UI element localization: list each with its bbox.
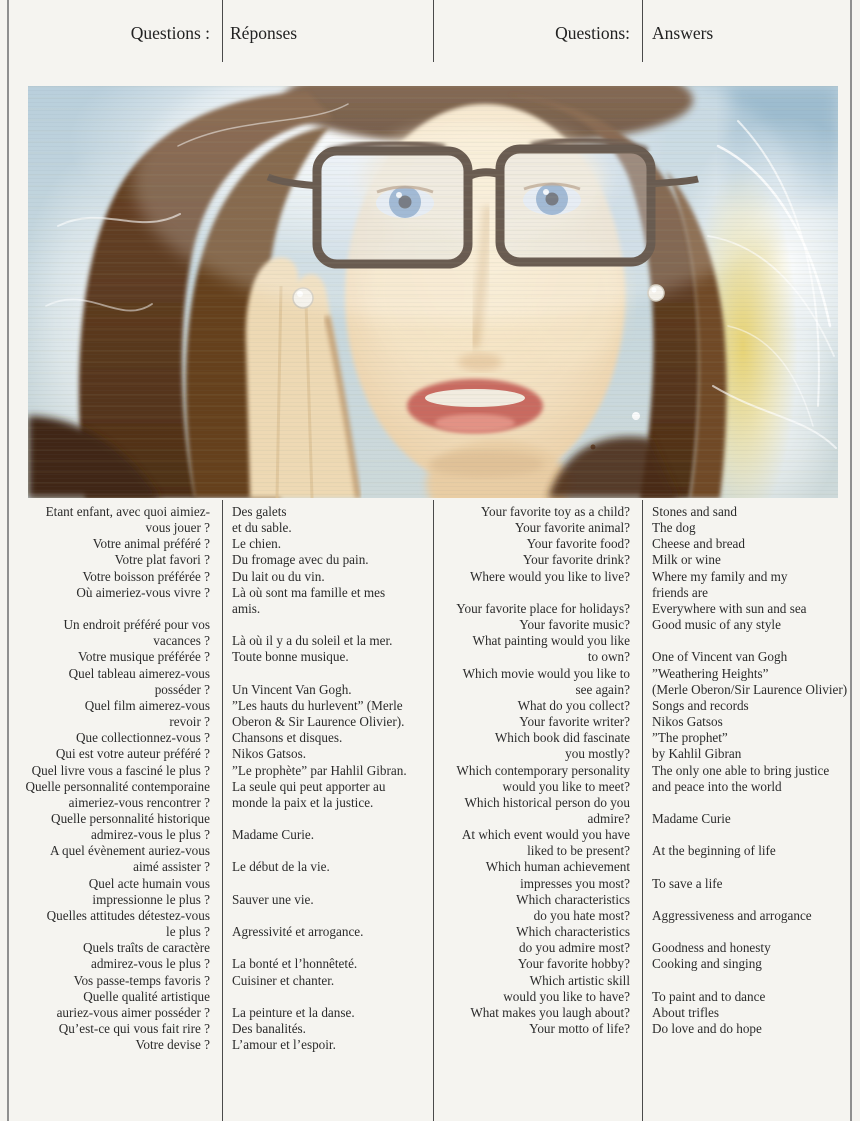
text-line: amis. xyxy=(232,600,261,616)
text-line: auriez-vous aimer posséder ? xyxy=(56,1004,210,1020)
text-line: La seule qui peut apporter au xyxy=(232,778,386,794)
header-divider-3 xyxy=(642,0,643,62)
text-line xyxy=(232,876,430,892)
text-line xyxy=(232,908,430,924)
text-line: Which historical person do you xyxy=(464,794,630,810)
text-line: Votre boisson préférée ? xyxy=(82,568,210,584)
text-line: Quel livre vous a fasciné le plus ? xyxy=(31,762,210,778)
text-line: Un Vincent Van Gogh. xyxy=(232,681,352,697)
text-line: Everywhere with sun and sea xyxy=(652,600,807,616)
text-line: ”Les hauts du hurlevent” (Merle xyxy=(232,697,403,713)
text-line: see again? xyxy=(575,681,630,697)
text-line: do you admire most? xyxy=(519,940,630,956)
text-line: Madame Curie xyxy=(652,810,731,826)
text-line: Quelle personnalité contemporaine xyxy=(25,778,210,794)
text-line: To save a life xyxy=(652,875,723,891)
text-line: What painting would you like xyxy=(472,633,630,649)
text-line: Madame Curie. xyxy=(232,827,315,843)
text-line: Nikos Gatsos. xyxy=(232,746,306,762)
text-line xyxy=(652,633,850,649)
text-line: et du sable. xyxy=(232,520,292,536)
text-line: Quel film aimerez-vous xyxy=(84,697,210,713)
text-line: Toute bonne musique. xyxy=(232,649,349,665)
text-line xyxy=(232,617,430,633)
header-divider-2 xyxy=(433,0,434,62)
text-line: Your motto of life? xyxy=(529,1021,630,1036)
text-line: One of Vincent van Gogh xyxy=(652,649,788,665)
text-line xyxy=(652,827,850,843)
text-line: Which book did fascinate xyxy=(494,730,630,746)
text-line xyxy=(8,601,210,617)
text-line: At the beginning of life xyxy=(652,843,776,859)
header-en-questions-label: Questions: xyxy=(555,23,630,43)
text-line: Which characteristics xyxy=(516,924,630,940)
text-line: liked to be present? xyxy=(527,843,630,859)
text-line: What makes you laugh about? xyxy=(470,1004,630,1020)
page-right-border xyxy=(850,0,852,1121)
text-line: would you like to have? xyxy=(503,988,630,1004)
text-line: Your favorite animal? xyxy=(514,520,630,536)
text-line: Chansons et disques. xyxy=(232,730,343,746)
text-line: Where my family and my xyxy=(652,568,788,584)
text-line: Qu’est-ce qui vous fait rire ? xyxy=(58,1021,210,1036)
text-line: Your favorite music? xyxy=(519,617,630,633)
text-line: Vos passe-temps favoris ? xyxy=(73,972,210,988)
text-line: Where would you like to live? xyxy=(469,568,630,584)
text-line: (Merle Oberon/Sir Laurence Olivier) xyxy=(652,681,848,697)
column-divider-3 xyxy=(642,500,643,1121)
text-line: Le chien. xyxy=(232,536,282,552)
text-line: What do you collect? xyxy=(517,697,630,713)
text-line xyxy=(232,666,430,682)
text-line: Là où il y a du soleil et la mer. xyxy=(232,633,393,649)
text-line: Cuisiner et chanter. xyxy=(232,972,335,988)
text-line: Votre musique préférée ? xyxy=(78,649,210,665)
text-line: monde la paix et la justice. xyxy=(232,794,374,810)
text-line: Le début de la vie. xyxy=(232,859,330,875)
text-line xyxy=(652,973,850,989)
text-line: Qui est votre auteur préféré ? xyxy=(55,746,210,762)
column-divider-2 xyxy=(433,500,434,1121)
text-line: Do love and do hope xyxy=(652,1021,762,1036)
text-line: Aggressiveness and arrogance xyxy=(652,907,812,923)
text-line xyxy=(652,924,850,940)
text-line: Stones and sand xyxy=(652,504,737,519)
text-line: Des banalités. xyxy=(232,1021,306,1036)
text-line xyxy=(232,940,430,956)
text-line: admirez-vous le plus ? xyxy=(90,827,210,843)
text-line: vacances ? xyxy=(153,633,210,649)
text-line xyxy=(652,795,850,811)
text-line: aimé assister ? xyxy=(133,859,210,875)
text-line xyxy=(652,892,850,908)
text-line: le plus ? xyxy=(166,924,210,940)
text-line xyxy=(232,843,430,859)
text-line: Etant enfant, avec quoi aimiez- xyxy=(45,504,210,519)
text-line: L’amour et l’espoir. xyxy=(232,1037,336,1053)
text-line: Votre plat favori ? xyxy=(114,552,210,568)
text-line: aimeriez-vous rencontrer ? xyxy=(68,794,210,810)
portrait-photo xyxy=(28,86,838,498)
text-line: Cheese and bread xyxy=(652,536,746,552)
text-line: vous jouer ? xyxy=(145,520,210,536)
text-line: To paint and to dance xyxy=(652,988,766,1004)
text-line: do you hate most? xyxy=(533,907,630,923)
text-line: Un endroit préféré pour vos xyxy=(63,617,210,633)
text-line: A quel évènement auriez-vous xyxy=(49,843,210,859)
column-divider-1 xyxy=(222,500,223,1121)
header-fr-questions-label: Questions : xyxy=(130,23,210,43)
text-line: posséder ? xyxy=(154,681,210,697)
text-line: Du lait ou du vin. xyxy=(232,568,325,584)
text-line xyxy=(232,811,430,827)
text-line: Quelle personnalité historique xyxy=(51,810,210,826)
text-line: Cooking and singing xyxy=(652,956,762,972)
text-line: Quel acte humain vous xyxy=(88,875,210,891)
text-line xyxy=(232,989,430,1005)
header-en-answers-label: Answers xyxy=(652,23,714,43)
text-line: Which contemporary personality xyxy=(456,762,630,778)
text-line xyxy=(438,585,630,601)
text-line: Your favorite writer? xyxy=(519,714,630,730)
text-line: to own? xyxy=(587,649,630,665)
text-line: Which human achievement xyxy=(485,859,630,875)
text-line: Which movie would you like to xyxy=(462,665,630,681)
column-en-answers xyxy=(652,504,850,1037)
text-line: At which event would you have xyxy=(461,827,630,843)
text-line: Quel tableau aimerez-vous xyxy=(68,665,210,681)
text-line: La peinture et la danse. xyxy=(232,1004,355,1020)
text-line: Du fromage avec du pain. xyxy=(232,552,369,568)
text-line: Which characteristics xyxy=(516,891,630,907)
text-line: Which artistic skill xyxy=(529,972,630,988)
text-line: revoir ? xyxy=(169,714,210,730)
text-line xyxy=(652,859,850,875)
text-line: you mostly? xyxy=(565,746,630,762)
text-line: friends are xyxy=(652,584,709,600)
text-line: Your favorite drink? xyxy=(522,552,630,568)
text-line: Sauver une vie. xyxy=(232,891,314,907)
text-line: ”Weathering Heights” xyxy=(652,665,769,681)
text-line: Où aimeriez-vous vivre ? xyxy=(76,584,210,600)
text-line: ”Le prophète” par Hahlil Gibran. xyxy=(232,762,407,778)
text-line: Your favorite place for holidays? xyxy=(456,600,630,616)
text-line: by Kahlil Gibran xyxy=(652,746,742,762)
text-line: Que collectionnez-vous ? xyxy=(75,730,210,746)
text-line: Songs and records xyxy=(652,697,749,713)
text-line: impressionne le plus ? xyxy=(92,891,210,907)
text-line: Oberon & Sir Laurence Olivier). xyxy=(232,714,405,730)
header-fr-answers-label: Réponses xyxy=(230,23,298,43)
text-line: Nikos Gatsos xyxy=(652,714,723,730)
text-line: admire? xyxy=(587,810,630,826)
column-fr-answers xyxy=(232,504,430,1053)
text-line: Your favorite toy as a child? xyxy=(480,504,630,519)
text-line: Your favorite hobby? xyxy=(517,956,630,972)
text-line: Quels traîts de caractère xyxy=(82,940,210,956)
text-line: Quelles attitudes détestez-vous xyxy=(46,907,210,923)
header-divider-1 xyxy=(222,0,223,62)
text-line: Des galets xyxy=(232,504,287,519)
text-line: The dog xyxy=(652,520,696,536)
woman-portrait-illustration xyxy=(28,86,838,498)
column-fr-questions xyxy=(8,504,210,1053)
text-line: Agressivité et arrogance. xyxy=(232,924,364,940)
text-line: Votre animal préféré ? xyxy=(92,536,210,552)
text-line: would you like to meet? xyxy=(502,778,630,794)
text-line: impresses you most? xyxy=(520,875,630,891)
text-line: La bonté et l’honnêteté. xyxy=(232,956,358,972)
text-line: admirez-vous le plus ? xyxy=(90,956,210,972)
text-line: ”The prophet” xyxy=(652,730,728,746)
text-line: The only one able to bring justice xyxy=(652,762,830,778)
text-line: Votre devise ? xyxy=(135,1037,210,1053)
text-line: Là où sont ma famille et mes xyxy=(232,584,386,600)
text-line: About trifles xyxy=(652,1004,720,1020)
text-line: Goodness and honesty xyxy=(652,940,771,956)
text-line: Your favorite food? xyxy=(526,536,630,552)
text-line: Quelle qualité artistique xyxy=(83,988,210,1004)
text-line: and peace into the world xyxy=(652,778,782,794)
column-en-questions xyxy=(438,504,630,1037)
text-line: Good music of any style xyxy=(652,617,781,633)
text-line: Milk or wine xyxy=(652,552,721,568)
